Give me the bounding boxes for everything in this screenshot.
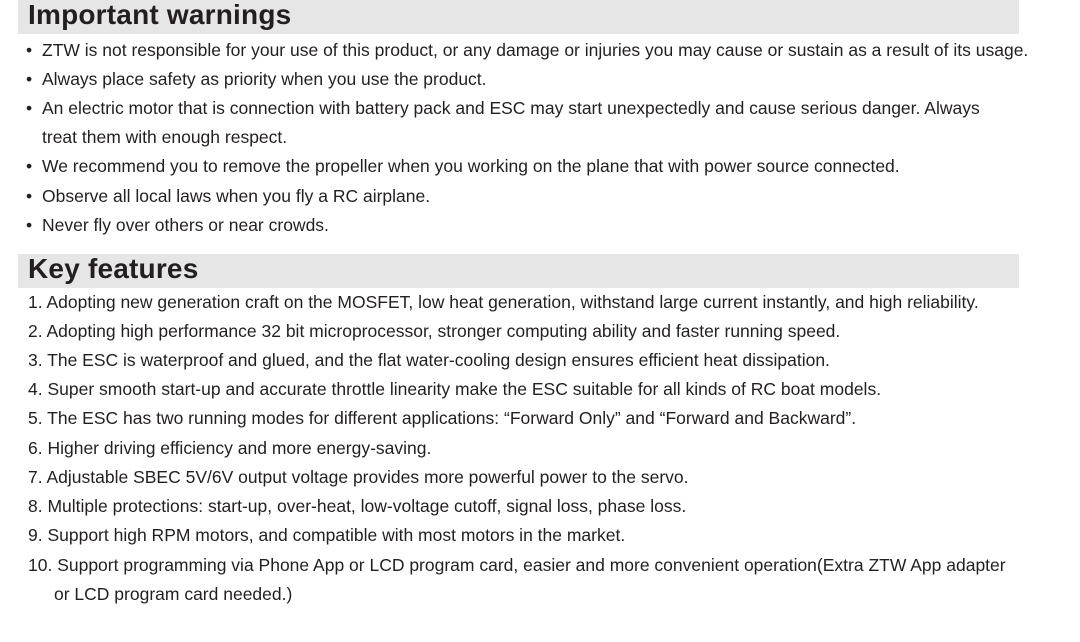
feature-item-text: 6. Higher driving efficiency and more energy-saving. <box>28 438 432 458</box>
feature-item-text: 4. Super smooth start-up and accurate throttle linearity make the ESC suitable for all kinds of RC boat models. <box>28 379 882 399</box>
feature-item-text: or LCD program card needed.) <box>54 584 293 604</box>
feature-item-text: 5. The ESC has two running modes for different applications: “Forward Only” and “Forward and Backward”. <box>28 408 857 428</box>
bullet-icon: • <box>26 40 33 60</box>
warning-item-text: An electric motor that is connection with battery pack and ESC may start unexpectedly and cause serious danger. Always <box>42 98 980 118</box>
bullet-icon: • <box>26 215 33 235</box>
feature-item-text: 9. Support high RPM motors, and compatible with most motors in the market. <box>28 525 626 545</box>
feature-item-text: 1. Adopting new generation craft on the MOSFET, low heat generation, withstand large current instantly, and high reliability. <box>28 292 979 312</box>
warning-item-text: Never fly over others or near crowds. <box>42 215 329 235</box>
warning-item-text: We recommend you to remove the propeller when you working on the plane that with power source connected. <box>42 156 900 176</box>
warning-item-text: treat them with enough respect. <box>42 127 288 147</box>
warning-item-text: Observe all local laws when you fly a RC airplane. <box>42 186 431 206</box>
bullet-icon: • <box>26 98 33 118</box>
features-heading: Key features <box>28 253 199 284</box>
bullet-icon: • <box>26 186 33 206</box>
feature-item-text: 2. Adopting high performance 32 bit microprocessor, stronger computing ability and faster running speed. <box>28 321 841 341</box>
warnings-heading: Important warnings <box>28 0 292 30</box>
bullet-icon: • <box>26 69 33 89</box>
feature-item-text: 8. Multiple protections: start-up, over-heat, low-voltage cutoff, signal loss, phase loss. <box>28 496 687 516</box>
warning-item-text: ZTW is not responsible for your use of this product, or any damage or injuries you may cause or sustain as a result of its usage. <box>42 40 1029 60</box>
feature-item-text: 3. The ESC is waterproof and glued, and the flat water-cooling design ensures efficient heat dissipation. <box>28 350 830 370</box>
feature-item-text: 7. Adjustable SBEC 5V/6V output voltage provides more powerful power to the servo. <box>28 467 689 487</box>
bullet-icon: • <box>26 156 33 176</box>
warning-item-text: Always place safety as priority when you use the product. <box>42 69 487 89</box>
feature-item-text: 10. Support programming via Phone App or LCD program card, easier and more convenient operation(Extra ZTW App adapter <box>28 555 1006 575</box>
